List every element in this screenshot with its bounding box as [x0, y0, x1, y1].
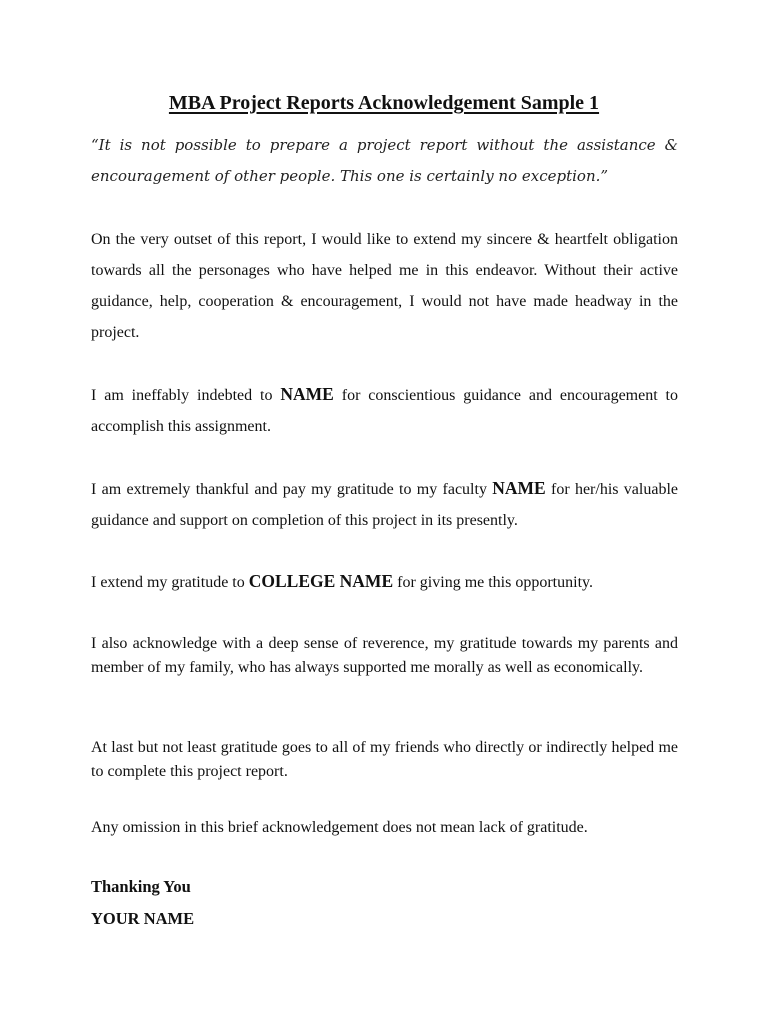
- paragraph-faculty: I am extremely thankful and pay my gratitude to my faculty NAME for her/his valuable guidance and support on completion of this project in its presently.: [91, 478, 678, 529]
- signature-name: YOUR NAME: [91, 909, 195, 928]
- paragraph-indebted: I am ineffably indebted to NAME for conscientious guidance and encouragement to accomplish this assignment.: [91, 384, 679, 435]
- closing-thanks: Thanking You: [91, 877, 191, 896]
- paragraph-friends: At last but not least gratitude goes to all of my friends who directly or indirectly helped me to complete this project report.: [91, 739, 678, 780]
- paragraph-omission: Any omission in this brief acknowledgement does not mean lack of gratitude.: [91, 819, 588, 836]
- opening-quote: “It is not possible to prepare a project report without the assistance & encouragement of other people. This one is certainly no exception.”: [91, 136, 678, 185]
- name-placeholder: NAME: [280, 384, 334, 404]
- paragraph-family: I also acknowledge with a deep sense of reverence, my gratitude towards my parents and member of my family, who has always supported me morally as well as economically.: [91, 635, 678, 676]
- paragraph-obligation: On the very outset of this report, I would like to extend my sincere & heartfelt obligation towards all the personages who have helped me in this endeavor. Without their active guidance, help, cooperation & encouragement, I would not have made headway in the project.: [91, 231, 678, 341]
- document-title: MBA Project Reports Acknowledgement Sample 1: [168, 92, 600, 114]
- paragraph-college: I extend my gratitude to COLLEGE NAME for giving me this opportunity.: [91, 571, 593, 591]
- college-name-placeholder: COLLEGE NAME: [248, 571, 394, 591]
- faculty-name-placeholder: NAME: [492, 478, 546, 498]
